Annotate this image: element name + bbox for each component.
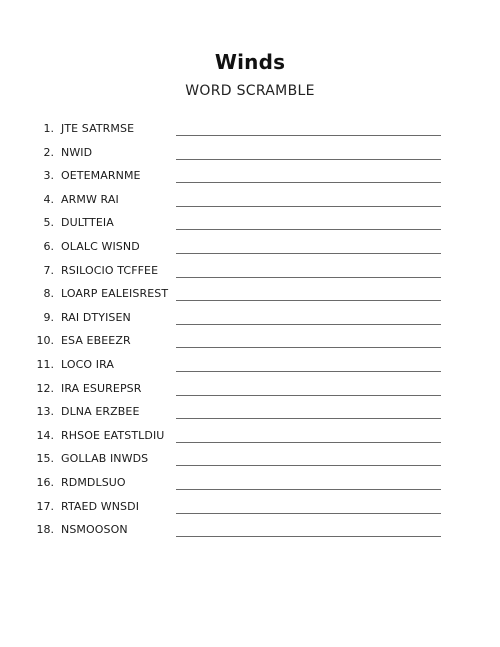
scrambled-word: LOARP EALEISREST [61,287,169,301]
answer-line [176,253,441,254]
scramble-row [0,212,500,236]
answer-line [176,135,441,136]
scrambled-word: ESA EBEEZR [61,334,131,348]
scramble-row [0,354,500,378]
scrambled-word: OETEMARNME [61,169,141,183]
answer-line [176,159,441,160]
answer-line [176,395,441,396]
scrambled-word: RTAED WNSDI [61,499,140,513]
item-number: 12. [36,381,54,395]
scramble-row [0,448,500,472]
scramble-row [0,283,500,307]
item-number: 3. [43,169,54,183]
page-subtitle: WORD SCRAMBLE [185,83,315,99]
item-number: 16. [36,475,54,489]
answer-line [176,513,441,514]
item-number: 9. [43,310,54,324]
scramble-row [0,330,500,354]
item-number: 5. [43,216,54,230]
scramble-row [0,142,500,166]
answer-line [176,206,441,207]
item-number: 10. [36,334,54,348]
scrambled-word: ARMW RAI [61,192,119,206]
answer-line [176,324,441,325]
scramble-row [0,118,500,142]
scrambled-word: RSILOCIO TCFFEE [61,263,159,277]
scrambled-word: NWID [61,145,93,159]
answer-line [176,536,441,537]
scramble-row [0,236,500,260]
scrambled-word: LOCO IRA [61,357,114,371]
item-number: 17. [36,499,54,513]
scramble-row [0,165,500,189]
answer-line [176,489,441,490]
answer-line [176,229,441,230]
scrambled-word: OLALC WISND [61,239,140,253]
scramble-row [0,189,500,213]
answer-line [176,465,441,466]
scramble-row [0,496,500,520]
scrambled-word: NSMOOSON [61,523,128,537]
page-title: Winds [214,50,286,74]
scramble-list [0,118,500,543]
scrambled-word: GOLLAB INWDS [61,452,149,466]
item-number: 13. [36,405,54,419]
item-number: 18. [36,523,54,537]
scrambled-word: IRA ESUREPSR [61,381,142,395]
scrambled-word: RAI DTYISEN [61,310,131,324]
answer-line [176,418,441,419]
item-number: 1. [43,122,54,135]
scramble-row [0,401,500,425]
scrambled-word: RHSOE EATSTLDIU [61,428,165,442]
item-number: 4. [43,192,54,206]
answer-line [176,371,441,372]
item-number: 7. [43,263,54,277]
item-number: 15. [36,452,54,466]
item-number: 6. [43,239,54,253]
scramble-row [0,472,500,496]
answer-line [176,442,441,443]
scrambled-word: DULTTEIA [61,216,114,230]
answer-line [176,300,441,301]
scrambled-word: RDMDLSUO [61,475,126,489]
answer-line [176,277,441,278]
scramble-row [0,378,500,402]
answer-line [176,347,441,348]
scrambled-word: JTE SATRMSE [61,122,135,135]
scrambled-word: DLNA ERZBEE [61,405,140,419]
scramble-row [0,425,500,449]
scramble-row [0,519,500,543]
scramble-row [0,260,500,284]
item-number: 11. [36,357,54,371]
answer-line [176,182,441,183]
scramble-row [0,307,500,331]
item-number: 8. [43,287,54,301]
item-number: 2. [43,145,54,159]
item-number: 14. [36,428,54,442]
